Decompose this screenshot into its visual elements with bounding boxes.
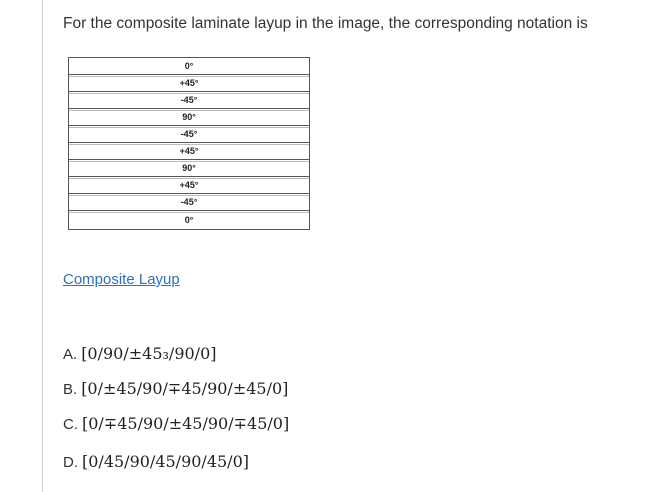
ply-row: 0°: [69, 58, 309, 75]
option-c[interactable]: [63, 414, 289, 433]
ply-row: -45°: [69, 194, 309, 211]
ply-row: 0°: [69, 211, 309, 229]
ply-row: +45°: [69, 143, 309, 160]
option-notation: [0/±45/90/∓45/90/±45/0]: [81, 379, 289, 398]
ply-row: +45°: [69, 177, 309, 194]
option-notation: [0/90/±45₃/90/0]: [81, 344, 217, 363]
option-d[interactable]: [63, 452, 249, 471]
composite-layup-link[interactable]: Composite Layup: [63, 271, 180, 288]
layup-table: [68, 57, 310, 230]
option-letter: D.: [63, 454, 78, 471]
question-text: For the composite laminate layup in the image, the corresponding notation is: [63, 15, 588, 32]
option-notation: [0/∓45/90/±45/90/∓45/0]: [82, 414, 290, 433]
option-letter: C.: [63, 416, 78, 433]
ply-row: +45°: [69, 75, 309, 92]
ply-row: 90°: [69, 109, 309, 126]
ply-row: -45°: [69, 126, 309, 143]
option-a[interactable]: [63, 344, 217, 363]
option-b[interactable]: [63, 379, 288, 398]
ply-row: -45°: [69, 92, 309, 109]
option-letter: A.: [63, 346, 78, 363]
option-notation: [0/45/90/45/90/45/0]: [82, 452, 249, 471]
ply-row: 90°: [69, 160, 309, 177]
option-letter: B.: [63, 381, 78, 398]
left-border-line: [42, 0, 43, 492]
